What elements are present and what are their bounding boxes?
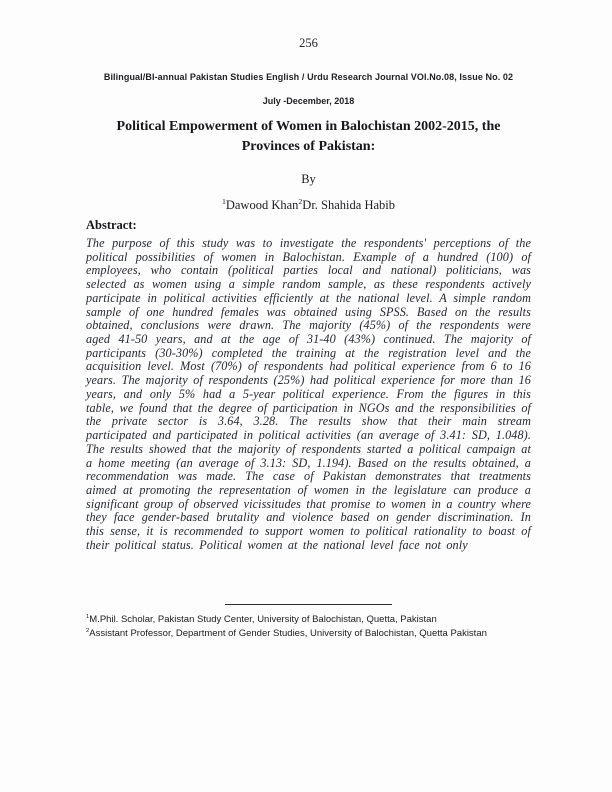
article-title: Political Empowerment of Women in Balochistan 2002-2015, the Provinces of Pakistan: — [116, 119, 501, 154]
authors-line — [86, 198, 531, 213]
abstract-heading: Abstract: — [86, 218, 137, 232]
footnote-text: Assistant Professor, Department of Gender Studies, University of Balochistan, Quetta Pakistan — [89, 627, 487, 639]
page-number: 256 — [299, 36, 318, 50]
journal-header: Bilingual/BI-annual Pakistan Studies English / Urdu Research Journal VOl.No.08, Issue No. 02 — [103, 72, 514, 82]
footnote-item — [86, 627, 518, 641]
author-second-name: Dr. Shahida Habib — [302, 198, 395, 212]
footnote-item — [86, 613, 518, 627]
author-first-marker: 1 — [221, 196, 226, 206]
footnote-list — [86, 613, 518, 641]
author-second — [298, 198, 395, 212]
footnote-divider — [225, 604, 392, 605]
author-second-marker: 2 — [298, 196, 303, 206]
footnote-marker: 2 — [86, 627, 90, 634]
footnote-marker: 1 — [86, 613, 90, 620]
abstract-paragraph: The purpose of this study was to investigate the respondents' perceptions of the political possibilities of women in Balochistan. Example of a hundred (100) of employees, who contain (political parties local and national) politicians, was selected as women using a simple random sample, as these respondents actively participate in political activities efficiently at the national level. A simple random sample of one hundred females was obtained using SPSS. Based on the results obtained, conclusions were drawn. The majority (45%) of the respondents were aged 41-50 years, and at the age of 31-40 (43%) continued. The majority of participants (30-30%) completed the training at the registration level and the acquisition level. Most (70%) of respondents had political experience from 6 to 16 years. The majority of respondents (25%) had political experience for more than 16 years, and only 5% had a 5-year political experience. From the figures in this table, we found that the degree of participation in NGOs and the responsibilities of the private sector is 3.64, 3.28. The results show that their main stream participated and participated in political activities (an average of 3.41: SD, 1.048). The results showed that the majority of respondents started a political campaign at a home meeting (an average of 3.13: SD, 1.194). Based on the results obtained, a recommendation was made. The case of Pakistan demonstrates that treatments aimed at promoting the representation of women in the legislature can produce a significant group of observed vicissitudes that promise to women in a country where they face gender-based brutality and violence based on gender discrimination. In this sense, it is recommended to support women to political rationality to boast of their political status. Political women at the national level face not only — [86, 236, 531, 552]
byline: By — [301, 172, 316, 186]
footnote-text: M.Phil. Scholar, Pakistan Study Center, University of Balochistan, Quetta, Pakistan — [89, 614, 437, 625]
author-first-name: Dawood Khan — [225, 198, 299, 212]
issue-date: July -December, 2018 — [262, 96, 355, 106]
author-first — [222, 198, 298, 212]
